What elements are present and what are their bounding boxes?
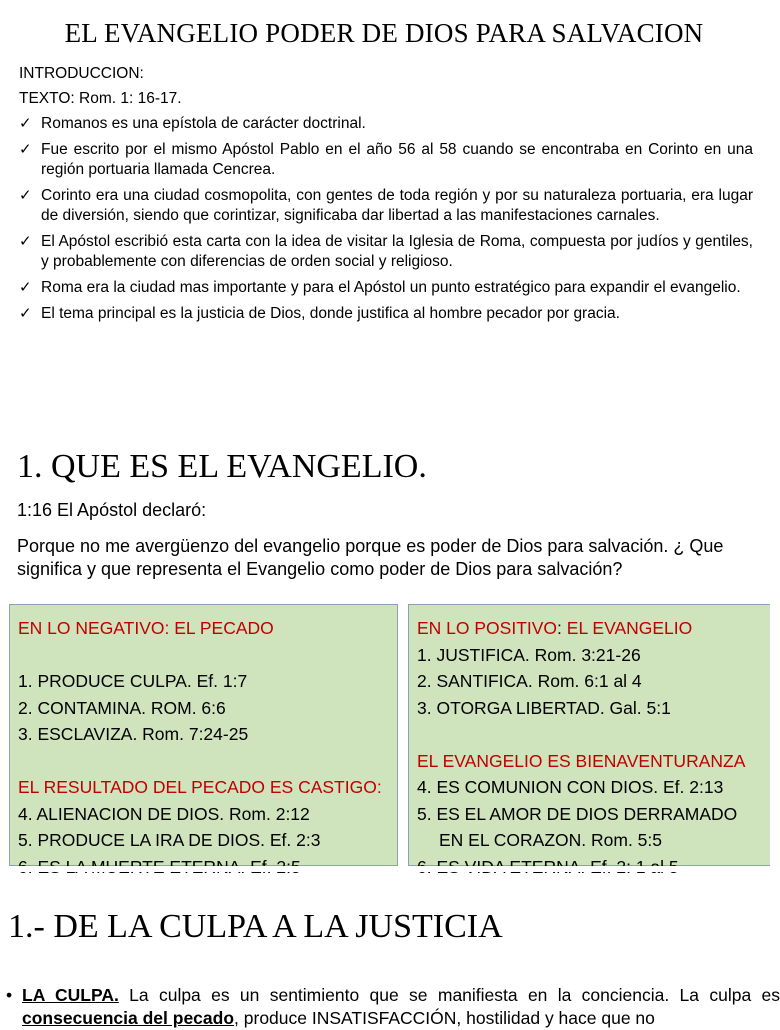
- intro-bullet: [19, 232, 753, 272]
- list-item: 4. ES COMUNION CON DIOS. Ef. 2:13: [417, 777, 724, 797]
- positive-heading-sep: :: [557, 618, 567, 638]
- intro-bullet: [19, 278, 753, 298]
- list-item: 5. ES EL AMOR DE DIOS DERRAMADO: [417, 803, 738, 824]
- scripture-reference: 1:16 El Apóstol declaró:: [17, 500, 207, 520]
- positive-heading-part: EN LO POSITIVO: [417, 618, 558, 638]
- list-item-continuation: EN EL CORAZON. Rom. 5:5: [439, 830, 663, 850]
- negative-heading: EN LO NEGATIVO: EL PECADO: [18, 618, 274, 638]
- culpa-bullet: [3, 984, 780, 1030]
- intro-bullet: [19, 140, 753, 180]
- list-item: 1. JUSTIFICA. Rom. 3:21-26: [417, 644, 641, 665]
- list-item: 3. OTORGA LIBERTAD. Gal. 5:1: [417, 697, 671, 718]
- intro-section: [19, 64, 753, 330]
- slide-separator: [0, 866, 768, 872]
- culpa-term-2: consecuencia del pecado: [22, 1008, 235, 1028]
- blessing-heading: EL EVANGELIO ES BIENAVENTURANZA: [417, 750, 746, 771]
- positive-heading: [417, 615, 764, 642]
- slide2-title: 1. QUE ES EL EVANGELIO.: [17, 448, 427, 485]
- list-item: 4. ALIENACION DE DIOS. Rom. 2:12: [18, 803, 310, 824]
- intro-bullet: [19, 114, 753, 134]
- slide2-paragraph: Porque no me avergüenzo del evangelio porque es poder de Dios para salvación. ¿ Que significa y que representa el Evangelio como poder de Dios para salvación?: [17, 536, 724, 579]
- slide1-title: EL EVANGELIO PODER DE DIOS PARA SALVACION: [64, 18, 704, 48]
- bullet-dot-icon: •: [6, 985, 13, 1005]
- intro-bullet: [19, 304, 753, 324]
- check-icon: ✓: [19, 115, 32, 132]
- list-item: 3. ESCLAVIZA. Rom. 7:24-25: [18, 724, 249, 744]
- bullet-text: Corinto era una ciudad cosmopolita, con gentes de toda región y por su naturaleza portuaria, era lugar de diversión, siendo que corintizar, significaba dar libertad a las manifestaciones carnales.: [41, 187, 753, 224]
- list-item: 2. CONTAMINA. ROM. 6:6: [18, 697, 226, 718]
- intro-label: INTRODUCCION:: [19, 65, 144, 82]
- punishment-heading: EL RESULTADO DEL PECADO ES CASTIGO:: [18, 777, 382, 797]
- culpa-text-2: , produce INSATISFACCIÓN, hostilidad y hace que no: [234, 1008, 655, 1028]
- texto-label: TEXTO: Rom. 1: 16-17.: [19, 90, 182, 107]
- bullet-text: Roma era la ciudad mas importante y para el Apóstol un punto estratégico para expandir el evangelio.: [41, 279, 741, 296]
- positive-box: [408, 604, 770, 866]
- intro-bullet: [19, 186, 753, 226]
- negative-box: [9, 604, 398, 866]
- culpa-term: LA CULPA.: [22, 985, 119, 1005]
- check-icon: ✓: [19, 187, 32, 204]
- slide3-title: 1.- DE LA CULPA A LA JUSTICIA: [8, 908, 503, 945]
- bullet-text: Fue escrito por el mismo Apóstol Pablo en el año 56 al 58 cuando se encontraba en Corinto en una región portuaria llamada Cencrea.: [41, 141, 753, 178]
- culpa-text: La culpa es un sentimiento que se manifiesta en la conciencia. La culpa es: [118, 985, 780, 1005]
- positive-heading-part: EL EVANGELIO: [566, 618, 693, 638]
- list-item: 5. PRODUCE LA IRA DE DIOS. Ef. 2:3: [18, 830, 321, 850]
- bullet-text: El tema principal es la justicia de Dios, donde justifica al hombre pecador por gracia.: [41, 305, 620, 322]
- check-icon: ✓: [19, 141, 32, 158]
- check-icon: ✓: [19, 279, 32, 296]
- bullet-text: El Apóstol escribió esta carta con la idea de visitar la Iglesia de Roma, compuesta por judíos y gentiles, y probablemente con diferencias de orden social y religioso.: [41, 233, 753, 270]
- list-item: 1. PRODUCE CULPA. Ef. 1:7: [18, 671, 248, 691]
- check-icon: ✓: [19, 305, 32, 322]
- check-icon: ✓: [19, 233, 32, 250]
- intro-bullet-list: [19, 114, 753, 324]
- bullet-text: Romanos es una epístola de carácter doctrinal.: [41, 115, 366, 132]
- list-item: 2. SANTIFICA. Rom. 6:1 al 4: [417, 671, 642, 691]
